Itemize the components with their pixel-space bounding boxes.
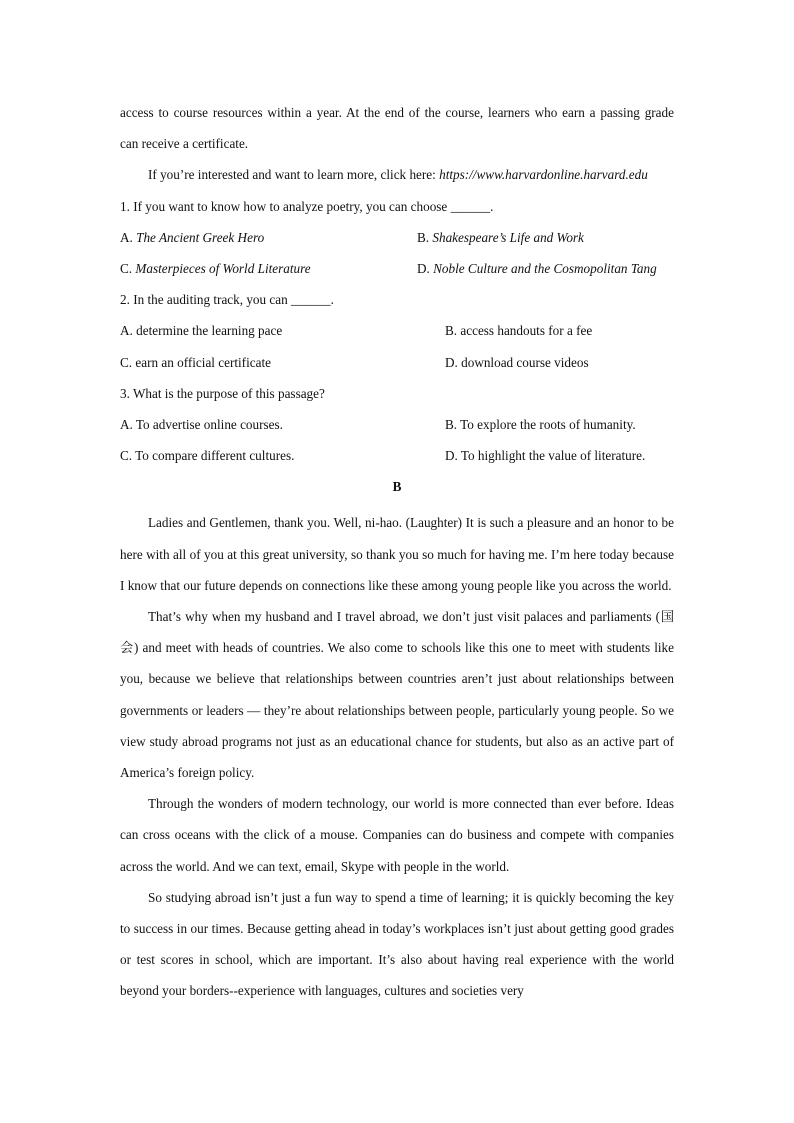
link-prefix: If you’re interested and want to learn more, click here: [148, 167, 440, 183]
passage-a-link-line [120, 164, 674, 195]
question-2-stem: 2. In the auditing track, you can ______. [120, 292, 334, 308]
question-3-options-row-1 [120, 414, 674, 445]
question-2-option-b[interactable]: B. access handouts for a fee [445, 323, 593, 339]
question-2-option-c[interactable]: C. earn an official certificate [120, 354, 271, 370]
question-3-options-row-2 [120, 445, 674, 476]
section-b-heading: B [392, 479, 402, 495]
question-1-options-row-1 [120, 227, 674, 258]
section-b-paragraph-4: So studying abroad isn’t just a fun way to spend a time of learning; it is quickly becoming the key to success in our times. Because getting ahead in today’s workplaces isn’t just about getting good grades or test scores in school, which are important. It’s also about having real experience with the world beyond your borders--experience with languages, cultures and societies very [120, 889, 674, 999]
question-3-option-c[interactable]: C. To compare different cultures. [120, 448, 295, 464]
question-1-option-c[interactable]: C. Masterpieces of World Literature [120, 260, 311, 276]
section-b-paragraph-2: That’s why when my husband and I travel abroad, we don’t just visit palaces and parliaments (国会) and meet with heads of countries. We also come to schools like this one to meet with students like you, because we believe that relationships between countries aren’t just about relationships between governments or leaders — they’re about relationships between people, particularly young people. So we view study abroad programs not just as an educational chance for students, but also as an active part of America’s foreign policy. [120, 609, 674, 781]
question-2-option-a[interactable]: A. determine the learning pace [120, 323, 283, 339]
question-1-option-a[interactable]: A. The Ancient Greek Hero [120, 229, 265, 245]
section-b-paragraph-1: Ladies and Gentlemen, thank you. Well, ni-hao. (Laughter) It is such a pleasure and an honor to be here with all of you at this great university, so thank you so much for having me. I’m here today because I know that our future depends on connections like these among young people like you across the world. [120, 515, 674, 593]
question-1-option-b[interactable]: B. Shakespeare’s Life and Work [417, 229, 584, 245]
question-2-options-row-2 [120, 352, 674, 383]
question-2-option-d[interactable]: D. download course videos [445, 354, 589, 370]
page-content [120, 102, 674, 1007]
question-3-option-b[interactable]: B. To explore the roots of humanity. [445, 416, 636, 432]
question-3-option-d[interactable]: D. To highlight the value of literature. [445, 448, 646, 464]
question-1-options-row-2 [120, 258, 674, 289]
question-3-option-a[interactable]: A. To advertise online courses. [120, 416, 283, 432]
question-1-option-d[interactable]: D. Noble Culture and the Cosmopolitan Tang [417, 260, 657, 276]
section-b-paragraph-3: Through the wonders of modern technology, our world is more connected than ever before. Ideas can cross oceans with the click of a mouse. Companies can do business and compete with companies across the world. And we can text, email, Skype with people in the world. [120, 796, 674, 874]
question-3-stem: 3. What is the purpose of this passage? [120, 385, 325, 401]
course-link[interactable]: https://www.harvardonline.harvard.edu [439, 167, 648, 183]
passage-a-line-1: access to course resources within a year. At the end of the course, learners who earn a passing grade [120, 105, 674, 120]
question-2-options-row-1 [120, 320, 674, 351]
passage-a-line-2: can receive a certificate. [120, 136, 249, 152]
question-1-stem: 1. If you want to know how to analyze poetry, you can choose ______. [120, 198, 494, 214]
